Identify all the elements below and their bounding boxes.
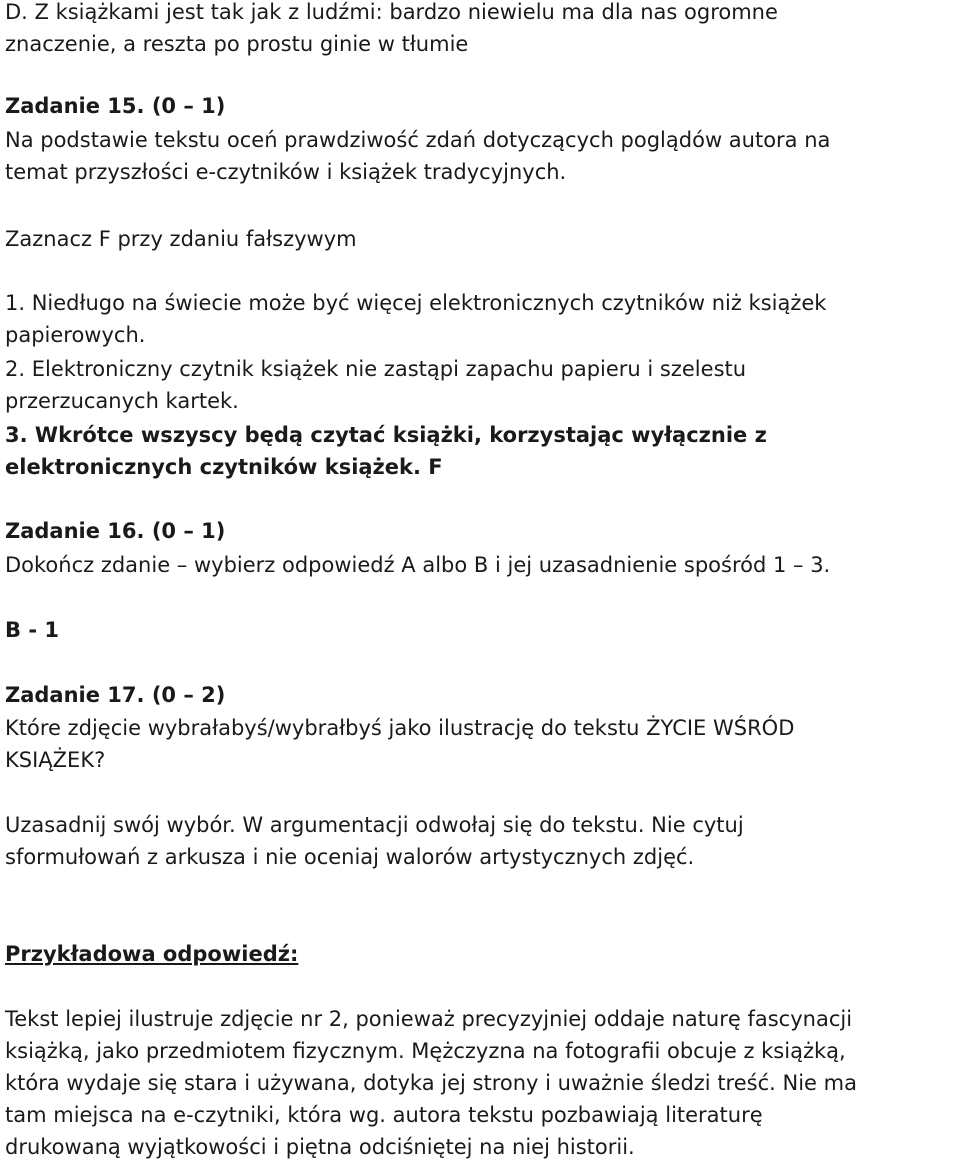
sample-answer-text: Tekst lepiej ilustruje zdjęcie nr 2, ponieważ precyzyjniej oddaje naturę fascynacji książką, jako przedmiotem fizycznym. Mężczyzna na fotografii obcuje z książką, która wydaje się stara i używana, dotyka jej strony i uważnie śledzi treść. Nie ma tam miejsca na e-czytniki, która wg. autora tekstu pozbawiają literaturę drukowaną wyjątkowości i piętna odciśniętej na niej historii. <box>5 1007 857 1159</box>
task-15-heading: Zadanie 15. (0 – 1) <box>5 94 226 118</box>
statement-3: 3. Wkrótce wszyscy będą czytać książki, korzystając wyłącznie z elektronicznych czytników książek. F <box>5 423 767 479</box>
statement-2: 2. Elektroniczny czytnik książek nie zastąpi zapachu papieru i szelestu przerzucanych kartek. <box>5 357 747 413</box>
task-17-justify-instruction: Uzasadnij swój wybór. W argumentacji odwołaj się do tekstu. Nie cytuj sformułowań z arkusza i nie oceniaj walorów artystycznych zdjęć. <box>5 813 744 869</box>
task-16-heading: Zadanie 16. (0 – 1) <box>5 519 226 543</box>
intro-text: D. Z książkami jest tak jak z ludźmi: bardzo niewielu ma dla nas ogromne znaczenie, a reszta po prostu ginie w tłumie <box>5 0 778 56</box>
task-17-question: Które zdjęcie wybrałabyś/wybrałbyś jako ilustrację do tekstu ŻYCIE WŚRÓD KSIĄŻEK? <box>5 716 795 772</box>
task-16-instruction: Dokończ zdanie – wybierz odpowiedź A albo B i jej uzasadnienie spośród 1 – 3. <box>5 553 831 577</box>
sample-answer-heading: Przykładowa odpowiedź: <box>5 942 299 966</box>
statement-1: 1. Niedługo na świecie może być więcej elektronicznych czytników niż książek papierowych. <box>5 291 827 347</box>
task-15-mark-instruction: Zaznacz F przy zdaniu fałszywym <box>5 227 357 251</box>
task-15-instruction: Na podstawie tekstu oceń prawdziwość zdań dotyczących poglądów autora na temat przyszłości e-czytników i książek tradycyjnych. <box>5 128 831 184</box>
task-17-heading: Zadanie 17. (0 – 2) <box>5 683 226 707</box>
task-16-answer: B - 1 <box>5 618 59 642</box>
